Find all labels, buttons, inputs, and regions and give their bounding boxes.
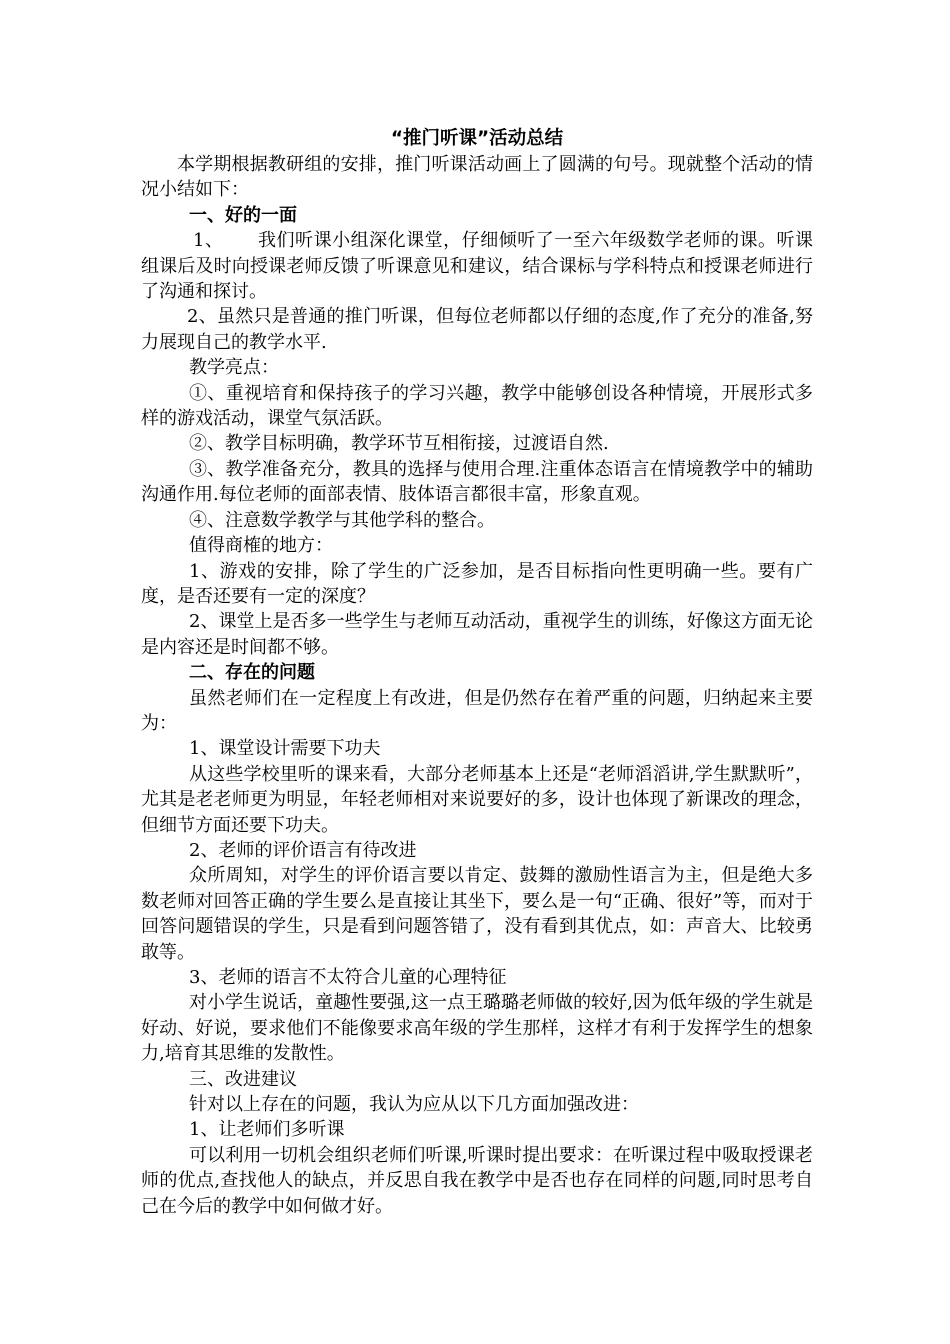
highlight-item-2: ②、教学目标明确，教学环节互相衔接，过渡语自然.	[189, 433, 609, 455]
discuss-item-2: 2、课堂上是否多一些学生与老师互动活动，重视学生的训练，好像这方面无论是内容还是时间都不够。	[141, 611, 813, 658]
section-2-item-3-title: 3、老师的语言不太符合儿童的心理特征	[189, 967, 507, 988]
section-2-item-3-text: 对小学生说话，童趣性要强,这一点王璐璐老师做的较好,因为低年级的学生就是好动、好说，要求他们不能像要求高年级的学生那样，这样才有利于发挥学生的想象力,培育其思维的发散性。	[141, 992, 813, 1065]
section-2-heading: 二、存在的问题	[189, 662, 315, 684]
discuss-label: 值得商榷的地方：	[189, 535, 333, 557]
section-1-heading: 一、好的一面	[189, 204, 297, 226]
intro-paragraph: 本学期根据教研组的安排，推门听课活动画上了圆满的句号。现就整个活动的情况小结如下：	[141, 154, 813, 201]
highlight-item-3: ③、教学准备充分，教具的选择与使用合理.注重体态语言在情境教学中的辅助沟通作用.每位老师的面部表情、肢体语言都很丰富，形象直观。	[141, 458, 813, 506]
section-3-intro: 针对以上存在的问题，我认为应从以下几方面加强改进：	[189, 1094, 639, 1116]
highlights-label: 教学亮点：	[189, 357, 279, 379]
section-2-intro: 虽然老师们在一定程度上有改进，但是仍然存在着严重的问题，归纳起来主要为：	[141, 687, 813, 734]
document-title: “推门听课”活动总结	[390, 128, 564, 149]
discuss-item-1: 1、游戏的安排，除了学生的广泛参加，是否目标指向性更明确一些。要有广度，是否还要有一定的深度？	[141, 560, 813, 607]
section-2-item-2-title: 2、老师的评价语言有待改进	[189, 839, 417, 861]
section-1-paragraph-1	[141, 228, 813, 304]
highlight-item-4: ④、注意数学教学与其他学科的整合。	[189, 509, 495, 531]
section-3-item-1-title: 1、让老师们多听课	[189, 1119, 345, 1141]
section-2-item-1-title: 1、课堂设计需要下功夫	[189, 738, 381, 760]
section-2-item-1-text: 从这些学校里听的课来看，大部分老师基本上还是“老师滔滔讲,学生默默听”，尤其是老老师更为明显，年轻老师相对来说要好的多，设计也体现了新课改的理念，但细节方面还要下功夫。	[141, 763, 813, 836]
section-3-item-1-text: 可以利用一切机会组织老师们听课,听课时提出要求：在听课过程中吸取授课老师的优点,查找他人的缺点，并反思自我在教学中是否也存在同样的问题,同时思考自己在今后的教学中如何做才好。	[141, 1144, 813, 1217]
document-page	[141, 126, 813, 1219]
section-3-heading: 三、改进建议	[189, 1068, 297, 1090]
section-1-paragraph-2: 2、虽然只是普通的推门听课，但每位老师都以仔细的态度,作了充分的准备,努力展现自己的教学水平.	[141, 306, 813, 353]
paragraph-text: 我们听课小组深化课堂，仔细倾听了一至六年级数学老师的课。听课组课后及时向授课老师反馈了听课意见和建议，结合课标与学科特点和授课老师进行了沟通和探讨。	[141, 230, 814, 303]
section-2-item-2-text: 众所周知，对学生的评价语言要以肯定、鼓舞的激励性语言为主，但是绝大多数老师对回答正确的学生要么是直接让其坐下，要么是一句“正确、很好”等，而对于回答问题错误的学生，只是看到问题答错了，没有看到其优点，如：声音大、比较勇敢等。	[141, 865, 813, 963]
highlight-item-1: ①、重视培育和保持孩子的学习兴趣，教学中能够创设各种情境，开展形式多样的游戏活动，课堂气氛活跃。	[141, 382, 813, 430]
paragraph-number: 1、	[193, 230, 224, 252]
